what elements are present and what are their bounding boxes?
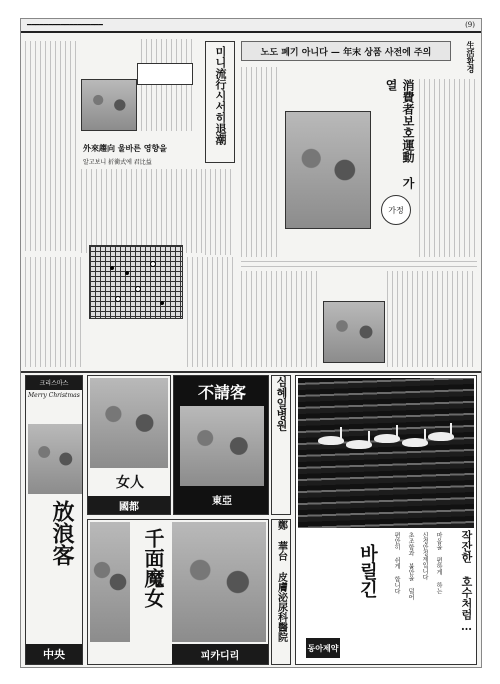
face-ad-theater: 피카디리 xyxy=(172,644,268,664)
column-head: 미니流行시서히退潮 xyxy=(214,46,227,145)
go-stone xyxy=(115,296,121,302)
ad-body-line-3: 초조함과 불안을 덜어 xyxy=(407,532,414,600)
masthead-rule-left: ━━━━━━━━━━━━━━━━━━ xyxy=(27,21,103,29)
left-column-text xyxy=(25,41,77,251)
go-stone xyxy=(125,271,129,275)
christmas-ad-theater: 中央 xyxy=(26,644,82,664)
inset-info-box xyxy=(137,63,193,85)
go-board xyxy=(89,245,183,319)
center-text-left xyxy=(241,67,281,257)
christmas-ad-title: 放浪客 xyxy=(49,500,75,566)
clinic-ad xyxy=(271,519,291,665)
hospital-ad xyxy=(271,375,291,515)
article-subheading: 알고보니 折衝式에 君比益 xyxy=(83,159,152,166)
go-stone xyxy=(150,261,156,267)
swan xyxy=(346,440,372,449)
face-ad xyxy=(87,519,269,665)
article-heading: 外來趨向 울바른 영향을 xyxy=(83,143,167,153)
article-text-block xyxy=(141,39,193,131)
article-body-text xyxy=(81,169,205,253)
middle-ad-a-photo xyxy=(90,378,168,468)
lower-center-text xyxy=(241,271,321,367)
masthead xyxy=(21,19,481,33)
hospital-ad-title: 심혜일병원 xyxy=(275,376,288,431)
go-stone xyxy=(135,286,141,292)
face-ad-photo-left xyxy=(90,522,130,642)
go-stone xyxy=(110,266,114,270)
lower-right-text xyxy=(387,271,477,367)
middle-ad-c-theater: 東亞 xyxy=(212,496,232,507)
market-photo xyxy=(285,111,371,229)
swan xyxy=(428,432,454,441)
ad-body-line-2: 신경안정제입니다 xyxy=(421,532,428,580)
feature-text xyxy=(419,79,477,257)
swan xyxy=(318,436,344,445)
go-column-text xyxy=(25,257,85,367)
swan xyxy=(402,438,428,447)
portrait-photo xyxy=(81,79,137,131)
go-stone xyxy=(160,301,164,305)
ad-body-line-1: 마음을 편하게 하는 xyxy=(435,532,442,594)
ad-maker-logo: 동아제약 xyxy=(306,638,340,658)
christmas-ad-subtitle: Merry Christmas xyxy=(28,392,80,399)
face-ad-title: 千面魔女 xyxy=(141,528,165,608)
go-commentary-text xyxy=(187,257,237,367)
newspaper-page xyxy=(20,18,482,668)
middle-ad-a xyxy=(87,375,171,515)
feature-banner: 消費者보호運動 가열 xyxy=(384,79,415,189)
face-ad-photo-right xyxy=(172,522,266,642)
column-text xyxy=(205,169,235,255)
big-swan-ad xyxy=(295,375,477,665)
middle-ad-c xyxy=(173,375,269,515)
logo-badge: 가정 xyxy=(381,195,411,225)
ad-brand: 바릴긴 xyxy=(357,544,378,598)
lower-photo xyxy=(323,301,385,363)
middle-ad-b-theater: 國都 xyxy=(88,496,170,514)
christmas-ad xyxy=(25,375,83,665)
ad-headline: 작잔한 호수처럼… xyxy=(460,530,473,633)
article-rule xyxy=(241,261,477,267)
ad-divider xyxy=(21,371,481,373)
column-head-box xyxy=(205,41,235,163)
section-banner: 노도 폐기 아니다 — 年末 상품 사전에 주의 xyxy=(241,41,451,61)
middle-ad-c-title: 不請客 xyxy=(197,383,246,402)
middle-ad-c-photo xyxy=(180,406,264,486)
side-headline: 生活환경 xyxy=(466,41,476,73)
swan xyxy=(374,434,400,443)
swan-photo xyxy=(298,378,474,528)
clinic-ad-title: 鄭 華台 皮膚泌尿科醫院 xyxy=(275,520,287,642)
middle-ad-b-title: 女人 xyxy=(116,475,144,491)
page-number: (9) xyxy=(465,21,475,29)
ad-body-line-4: 편안히 쉬게 합니다 xyxy=(393,532,400,594)
christmas-ad-header: 크리스마스 xyxy=(26,376,82,390)
christmas-ad-photo xyxy=(28,424,82,494)
